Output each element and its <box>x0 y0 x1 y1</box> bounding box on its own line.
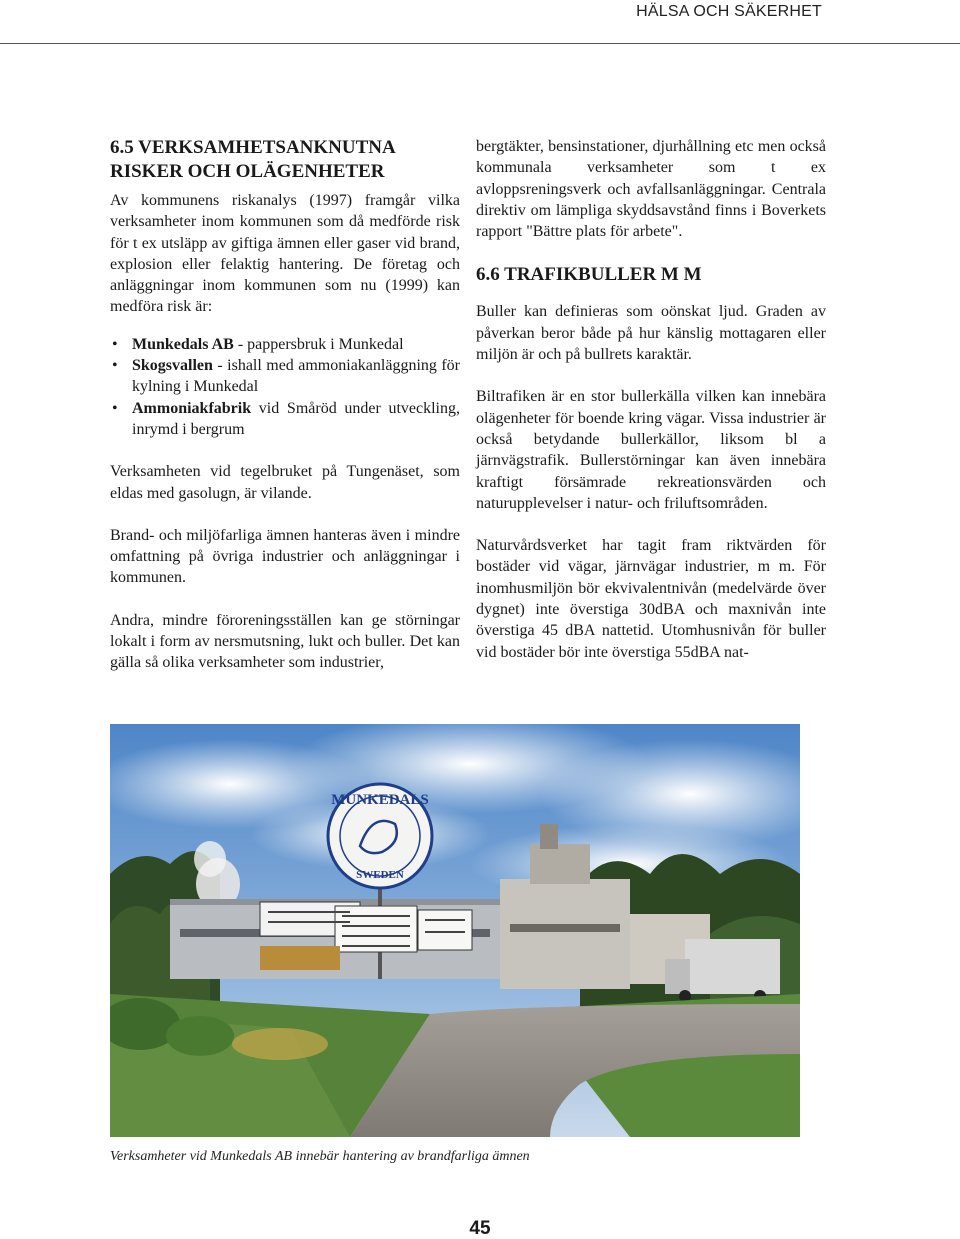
naturvard-paragraph: Naturvårdsverket har tagit fram riktvärden för bostäder vid vägar, järnvägar industrier, m m. För inomhusmiljön bör ekvivalentnivån (medelvärde över dygnet) inte överstiga 30dBA och maxnivån inte överstiga 45 dBA nattetid. Utomhusnivån för buller vid bostäder bör inte överstiga 55dBA nat- <box>476 537 826 661</box>
intro-paragraph: Av kommunens riskanalys (1997) framgår vilka verksamheter inom kommunen som då medförde risk för t ex utsläpp av giftiga ämnen eller gaser vid brand, explosion eller felaktig hantering. De företag och anläggningar inom kommunen som nu (1999) kan medföra risk är: <box>110 192 460 316</box>
running-header <box>0 0 960 44</box>
factory-photo <box>110 724 800 1137</box>
buller-paragraph: Buller kan definieras som oönskat ljud. Graden av påverkan beror både på hur känslig mottagaren eller miljön är och på bullrets karaktär. <box>476 303 826 364</box>
continuation-paragraph: bergtäkter, bensinstationer, djurhållning etc men också kommunala verksamheter som t ex avloppsreningsverk och avfallsanläggningar. Centrala direktiv om lämpliga skyddsavstånd finns i Boverkets rapport "Bättre plats för arbete". <box>476 138 826 241</box>
section-heading-6-6: 6.6 TRAFIKBULLER M M <box>476 264 702 286</box>
brand-paragraph: Brand- och miljöfarliga ämnen hanteras även i mindre omfattning på övriga industrier och anläggningar i kommunen. <box>110 526 460 587</box>
sign-bottom-text: SWEDEN <box>356 869 404 881</box>
page-number: 45 <box>469 1218 491 1239</box>
list-item: • Skogsvallen - ishall med ammoniakanläggning för kylning i Munkedal <box>110 355 460 398</box>
andra-paragraph: Andra, mindre föroreningsställen kan ge störningar lokalt i form av nersmutsning, lukt och buller. Det kan gälla så olika verksamheter som industrier, <box>110 611 460 672</box>
photo-caption: Verksamheter vid Munkedals AB innebär hantering av brandfarliga ämnen <box>110 1149 530 1164</box>
biltrafik-paragraph: Biltrafiken är en stor bullerkälla vilken kan innebära olägenheter för boende kring vägar. Vissa industrier är också betydande bullerkällor, liksom bl a järnvägstrafik. Bullerstörningar kan även innebära kraftigt försämrade rekreationsvärden och naturupplevelser i natur- och friluftsområden. <box>476 388 826 512</box>
list-item: • Munkedals AB - pappersbruk i Munkedal <box>110 334 460 355</box>
section-title: HÄLSA OCH SÄKERHET <box>636 3 822 20</box>
right-column <box>476 136 826 684</box>
list-item: • Ammoniakfabrik vid Småröd under utveckling, inrymd i bergrum <box>110 398 460 441</box>
section-heading-6-5: 6.5 VERKSAMHETSANKNUTNA RISKER OCH OLÄGENHETER <box>110 137 396 182</box>
tegelbruk-paragraph: Verksamheten vid tegelbruket på Tungenäset, som eldas med gasolugn, är vilande. <box>110 463 460 502</box>
left-column <box>110 136 460 695</box>
risk-list <box>110 334 460 440</box>
sign-top-text: MUNKEDALS <box>331 792 429 808</box>
